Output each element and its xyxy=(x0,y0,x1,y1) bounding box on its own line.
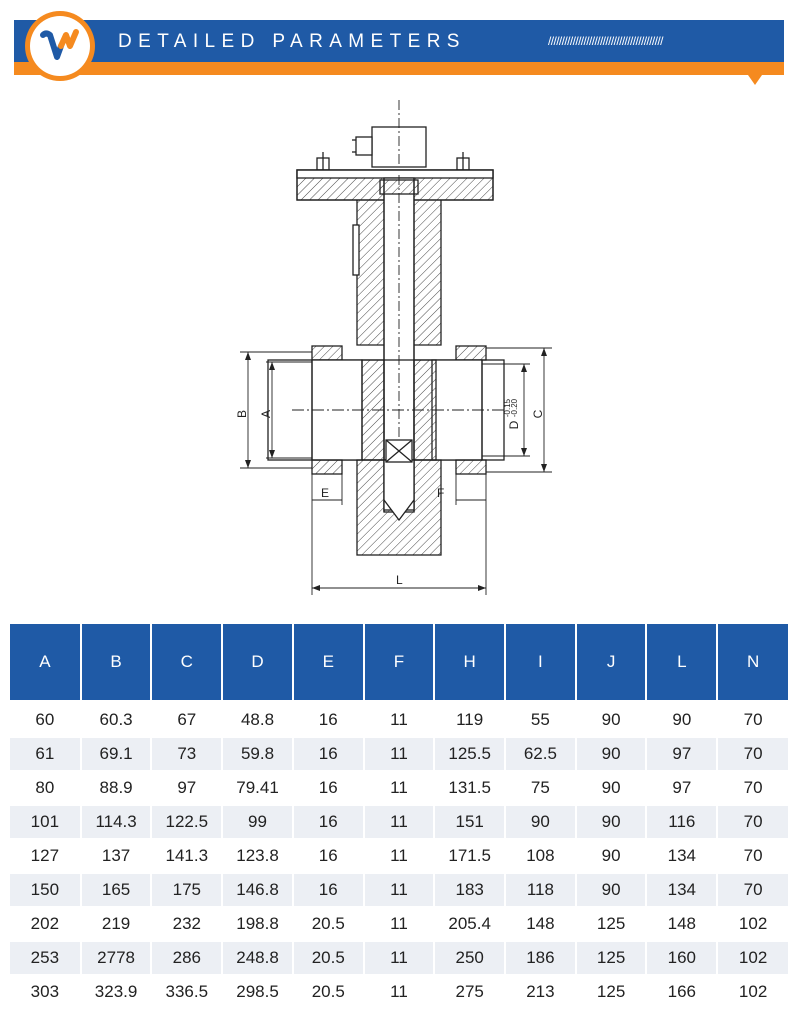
table-cell: 11 xyxy=(364,805,435,839)
table-cell: 11 xyxy=(364,702,435,737)
column-header: A xyxy=(10,624,81,702)
table-cell: 219 xyxy=(81,907,152,941)
table-cell: 20.5 xyxy=(293,975,364,1008)
table-cell: 88.9 xyxy=(81,771,152,805)
table-cell: 119 xyxy=(434,702,505,737)
table-cell: 11 xyxy=(364,907,435,941)
table-cell: 16 xyxy=(293,702,364,737)
table-cell: 70 xyxy=(717,873,788,907)
table-cell: 171.5 xyxy=(434,839,505,873)
vw-logo-icon xyxy=(30,16,90,76)
dim-label-e: E xyxy=(321,486,330,500)
column-header: H xyxy=(434,624,505,702)
table-cell: 183 xyxy=(434,873,505,907)
table-cell: 198.8 xyxy=(222,907,293,941)
table-cell: 123.8 xyxy=(222,839,293,873)
table-cell: 90 xyxy=(576,805,647,839)
table-cell: 16 xyxy=(293,839,364,873)
table-cell: 253 xyxy=(10,941,81,975)
dim-tol-lower: -0.20 xyxy=(510,398,519,418)
valve-technical-drawing xyxy=(0,90,800,610)
dim-label-l: L xyxy=(396,573,403,587)
table-cell: 97 xyxy=(646,737,717,771)
column-header: E xyxy=(293,624,364,702)
table-cell: 151 xyxy=(434,805,505,839)
table-cell: 122.5 xyxy=(151,805,222,839)
table-cell: 90 xyxy=(646,702,717,737)
table-cell: 102 xyxy=(717,907,788,941)
table-cell: 134 xyxy=(646,873,717,907)
table-cell: 11 xyxy=(364,873,435,907)
table-cell: 202 xyxy=(10,907,81,941)
table-cell: 70 xyxy=(717,771,788,805)
table-header-row xyxy=(10,624,788,702)
table-row xyxy=(10,941,788,975)
table-cell: 248.8 xyxy=(222,941,293,975)
header-notch xyxy=(748,75,762,85)
table-row xyxy=(10,737,788,771)
table-cell: 118 xyxy=(505,873,576,907)
column-header: I xyxy=(505,624,576,702)
table-cell: 20.5 xyxy=(293,907,364,941)
table-cell: 75 xyxy=(505,771,576,805)
table-body xyxy=(10,702,788,1008)
table-cell: 59.8 xyxy=(222,737,293,771)
parameters-table xyxy=(10,624,788,1008)
table-cell: 131.5 xyxy=(434,771,505,805)
table-cell: 90 xyxy=(576,737,647,771)
table-cell: 97 xyxy=(151,771,222,805)
table-cell: 232 xyxy=(151,907,222,941)
page-title: DETAILED PARAMETERS xyxy=(118,31,466,52)
table-cell: 160 xyxy=(646,941,717,975)
table-cell: 141.3 xyxy=(151,839,222,873)
dim-label-f: F xyxy=(437,486,445,500)
table-cell: 90 xyxy=(576,702,647,737)
header-decoration: ////////////////////////////////////////// xyxy=(548,34,663,48)
table-cell: 55 xyxy=(505,702,576,737)
table-cell: 90 xyxy=(505,805,576,839)
table-cell: 90 xyxy=(576,873,647,907)
table-cell: 114.3 xyxy=(81,805,152,839)
table-cell: 102 xyxy=(717,941,788,975)
table-cell: 11 xyxy=(364,839,435,873)
table-cell: 250 xyxy=(434,941,505,975)
table-cell: 99 xyxy=(222,805,293,839)
column-header: L xyxy=(646,624,717,702)
column-header: F xyxy=(364,624,435,702)
table-cell: 102 xyxy=(717,975,788,1008)
table-cell: 323.9 xyxy=(81,975,152,1008)
dim-label-b: B xyxy=(235,409,249,419)
table-cell: 70 xyxy=(717,839,788,873)
table-cell: 148 xyxy=(646,907,717,941)
table-row xyxy=(10,805,788,839)
table-cell: 146.8 xyxy=(222,873,293,907)
table-cell: 97 xyxy=(646,771,717,805)
table-cell: 286 xyxy=(151,941,222,975)
column-header: B xyxy=(81,624,152,702)
dim-label-d: D xyxy=(507,420,521,430)
table-cell: 298.5 xyxy=(222,975,293,1008)
dim-label-a: A xyxy=(259,409,273,419)
table-cell: 137 xyxy=(81,839,152,873)
table-cell: 166 xyxy=(646,975,717,1008)
table-cell: 61 xyxy=(10,737,81,771)
table-cell: 125 xyxy=(576,941,647,975)
table-cell: 80 xyxy=(10,771,81,805)
table-cell: 101 xyxy=(10,805,81,839)
column-header: N xyxy=(717,624,788,702)
table-row xyxy=(10,702,788,737)
table-cell: 275 xyxy=(434,975,505,1008)
table-cell: 79.41 xyxy=(222,771,293,805)
table-cell: 2778 xyxy=(81,941,152,975)
table-cell: 186 xyxy=(505,941,576,975)
table-cell: 108 xyxy=(505,839,576,873)
header-orange-stripe xyxy=(14,62,784,75)
table-row xyxy=(10,839,788,873)
column-header: J xyxy=(576,624,647,702)
table-cell: 127 xyxy=(10,839,81,873)
table-cell: 16 xyxy=(293,805,364,839)
table-cell: 116 xyxy=(646,805,717,839)
table-cell: 60.3 xyxy=(81,702,152,737)
table-row xyxy=(10,907,788,941)
column-header: C xyxy=(151,624,222,702)
table-cell: 16 xyxy=(293,771,364,805)
dim-tol-upper: -0.15 xyxy=(503,398,512,418)
table-cell: 48.8 xyxy=(222,702,293,737)
table-cell: 125 xyxy=(576,975,647,1008)
column-header: D xyxy=(222,624,293,702)
table-cell: 303 xyxy=(10,975,81,1008)
table-cell: 148 xyxy=(505,907,576,941)
table-cell: 11 xyxy=(364,975,435,1008)
table-cell: 90 xyxy=(576,839,647,873)
table-cell: 70 xyxy=(717,737,788,771)
table-cell: 62.5 xyxy=(505,737,576,771)
table-cell: 125.5 xyxy=(434,737,505,771)
table-cell: 20.5 xyxy=(293,941,364,975)
table-cell: 16 xyxy=(293,737,364,771)
table-cell: 69.1 xyxy=(81,737,152,771)
table-cell: 67 xyxy=(151,702,222,737)
table-cell: 336.5 xyxy=(151,975,222,1008)
table-cell: 16 xyxy=(293,873,364,907)
logo xyxy=(25,11,95,81)
table-row xyxy=(10,975,788,1008)
table-cell: 90 xyxy=(576,771,647,805)
table-cell: 213 xyxy=(505,975,576,1008)
table-cell: 73 xyxy=(151,737,222,771)
table-row xyxy=(10,873,788,907)
table-cell: 60 xyxy=(10,702,81,737)
table-cell: 11 xyxy=(364,737,435,771)
table-cell: 205.4 xyxy=(434,907,505,941)
table-cell: 11 xyxy=(364,771,435,805)
table-cell: 150 xyxy=(10,873,81,907)
table-cell: 11 xyxy=(364,941,435,975)
table-cell: 70 xyxy=(717,702,788,737)
table-cell: 165 xyxy=(81,873,152,907)
table-cell: 125 xyxy=(576,907,647,941)
table-cell: 70 xyxy=(717,805,788,839)
table-cell: 134 xyxy=(646,839,717,873)
dim-label-c: C xyxy=(531,409,545,419)
table-row xyxy=(10,771,788,805)
table-cell: 175 xyxy=(151,873,222,907)
